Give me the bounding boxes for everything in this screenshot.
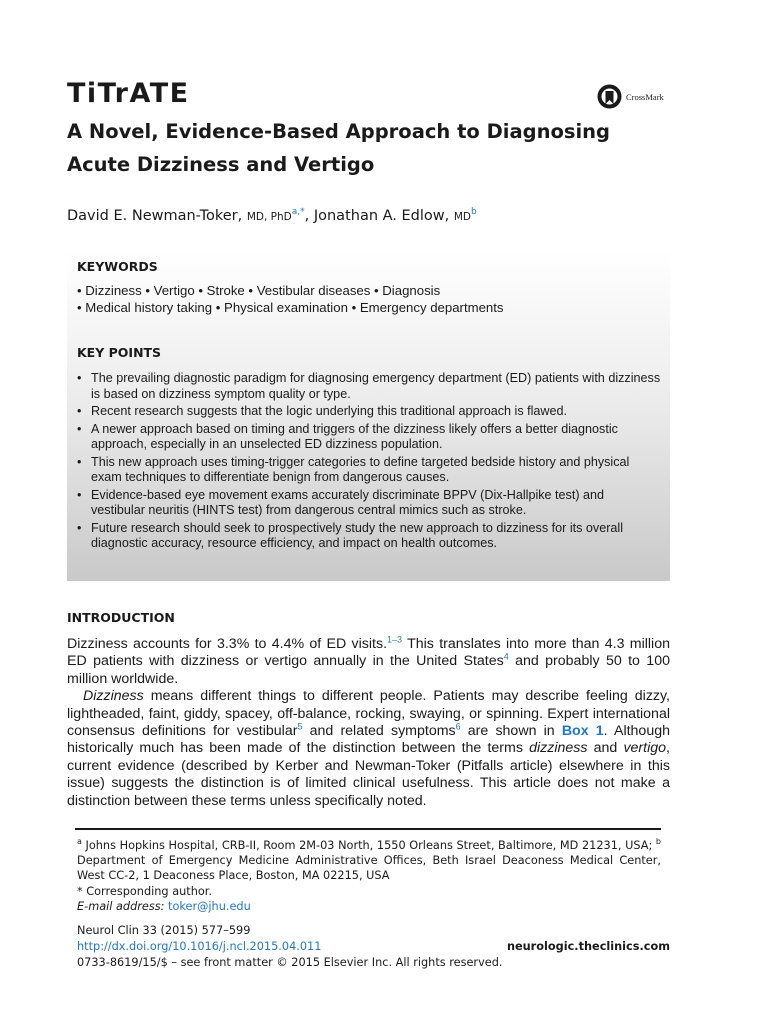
affiliations <box>77 838 661 884</box>
doi-row <box>77 939 670 955</box>
key-point-item: • Future research should seek to prospectively study the new approach to dizziness for its overall diagnostic accuracy, resource efficiency, and impact on health outcomes. <box>76 521 661 552</box>
intro-text: This translates into more than 4.3 million ED patients with dizziness or vertigo annually in the United States <box>67 636 670 670</box>
corresponding-author: * Corresponding author. <box>77 884 212 898</box>
affiliation-b: Department of Emergency Medicine Administrative Offices, Beth Israel Deaconess Medical Center, West CC-2, 1 Deaconess Place, Boston, MA 02215, USA <box>77 854 661 883</box>
affiliation-a: Johns Hopkins Hospital, CRB-II, Room 2M-03 North, 1550 Orleans Street, Baltimore, MD 21231, USA; <box>81 839 656 852</box>
key-point-item: • This new approach uses timing-trigger categories to define targeted bedside history and physical exam techniques to differentiate benign from dangerous causes. <box>76 455 661 486</box>
citation-link[interactable]: 6 <box>455 721 461 732</box>
email-link[interactable]: toker@jhu.edu <box>168 899 251 913</box>
keywords-line-2: • Medical history taking • Physical examination • Emergency departments <box>77 300 504 315</box>
intro-text: . Although historically much has been made of the distinction between the terms <box>67 723 670 757</box>
keywords-keypoints-box <box>67 250 670 581</box>
author-separator: , <box>304 207 314 224</box>
intro-paragraph-2 <box>67 688 670 810</box>
copyright-line: 0733-8619/15/$ – see front matter © 2015 Elsevier Inc. All rights reserved. <box>77 956 503 969</box>
intro-italic-term: Dizziness <box>83 688 144 705</box>
intro-italic-term: dizziness <box>529 740 588 757</box>
intro-text: means different things to different people. Patients may describe feeling dizzy, lightheaded, faint, giddy, spacey, off-balance, rocking, swaying, or spinning. Expert international consensus definitions for vestibular <box>67 688 670 740</box>
journal-citation: Neurol Clin 33 (2015) 577–599 <box>77 924 251 937</box>
intro-text: and related symptoms <box>302 723 456 740</box>
doi-link[interactable]: http://dx.doi.org/10.1016/j.ncl.2015.04.011 <box>77 940 322 953</box>
crossmark-badge[interactable] <box>597 84 664 109</box>
citation-link[interactable]: 1–3 <box>387 634 403 645</box>
key-point-item: • Evidence-based eye movement exams accurately discriminate BPPV (Dix-Hallpike test) and vestibular neuritis (HINTS test) from dangerous central mimics such as stroke. <box>76 488 661 519</box>
intro-text: Dizziness accounts for 3.3% to 4.4% of ED visits. <box>67 636 388 652</box>
introduction-body <box>67 636 670 810</box>
keywords-line-1: • Dizziness • Vertigo • Stroke • Vestibular diseases • Diagnosis <box>77 283 441 298</box>
author-2-affiliation-link[interactable]: b <box>471 207 477 217</box>
article-title: TiTrATE <box>67 78 190 109</box>
email-label: E-mail address: <box>77 899 165 913</box>
article-subtitle: A Novel, Evidence-Based Approach to Diagnosing Acute Dizziness and Vertigo <box>67 120 610 176</box>
key-points-heading: KEY POINTS <box>77 345 162 360</box>
crossmark-icon <box>597 84 622 109</box>
key-point-item: • The prevailing diagnostic paradigm for diagnosing emergency department (ED) patients with dizziness is based on dizziness symptom quality or type. <box>76 371 661 402</box>
intro-text: and probably 50 to 100 million worldwide. <box>67 653 670 687</box>
introduction-heading: INTRODUCTION <box>67 610 175 625</box>
intro-paragraph-1 <box>67 636 670 688</box>
journal-site: neurologic.theclinics.com <box>506 940 670 953</box>
key-points-list <box>76 371 661 554</box>
citation-link[interactable]: 5 <box>297 721 303 732</box>
citation-link[interactable]: 4 <box>503 651 509 662</box>
author-line <box>67 207 477 224</box>
box-1-link[interactable]: Box 1 <box>561 723 604 740</box>
email-line <box>77 899 661 914</box>
author-1-credentials: MD, PhD <box>246 210 292 223</box>
publication-meta <box>77 923 670 971</box>
footnote-divider <box>75 828 661 830</box>
author-1-affiliation-link[interactable]: a,* <box>291 207 305 217</box>
author-2-credentials: MD <box>453 210 472 223</box>
key-point-item: • A newer approach based on timing and triggers of the dizziness likely offers a better diagnostic approach, especially in an unselected ED dizziness population. <box>76 422 661 453</box>
affiliation-a-marker: a <box>77 837 82 847</box>
intro-text: are shown in <box>460 723 562 740</box>
author-1-name: David E. Newman-Toker, <box>67 207 247 224</box>
crossmark-label: CrossMark <box>626 91 664 102</box>
intro-italic-term: vertigo <box>623 740 667 757</box>
author-2-name: Jonathan A. Edlow, <box>313 207 454 224</box>
footnotes <box>77 838 661 914</box>
intro-text: and <box>587 740 624 757</box>
keywords-heading: KEYWORDS <box>77 259 158 274</box>
key-point-item: • Recent research suggests that the logic underlying this traditional approach is flawed. <box>76 404 661 420</box>
affiliation-b-marker: b <box>655 837 661 847</box>
intro-text: , current evidence (described by Kerber and Newman-Toker (Pitfalls article) elsewhere in this issue) suggests the distinction is of limited clinical usefulness. This article does not make a distinction between these terms unless specifically noted. <box>67 740 670 809</box>
